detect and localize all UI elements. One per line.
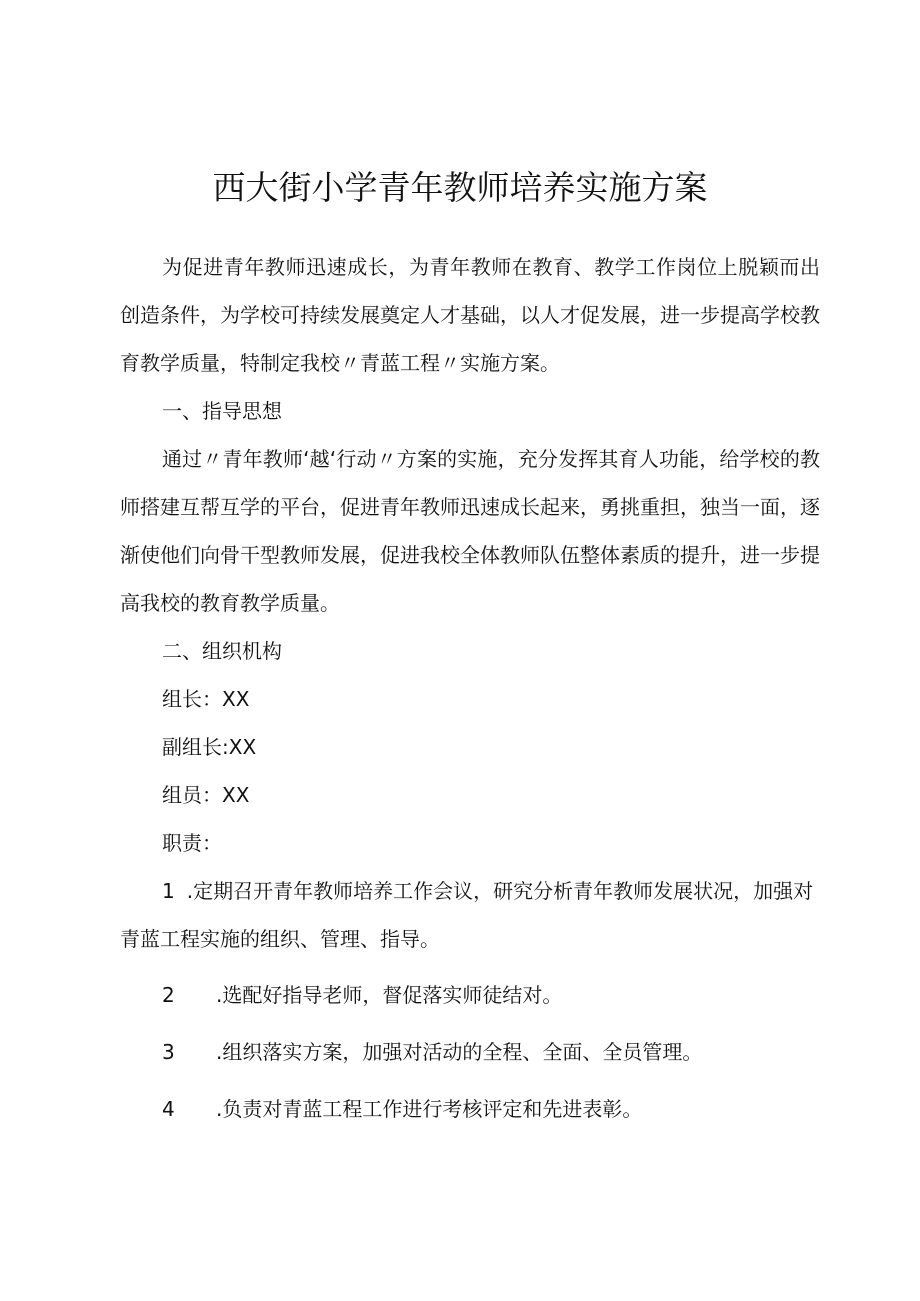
duty-item: [162, 971, 562, 1019]
duty-number: 3: [162, 1040, 175, 1064]
duty-number: 1: [162, 879, 175, 903]
duty-text: .定期召开青年教师培养工作会议，研究分析青年教师发展状况，加强对青蓝工程实施的组织、管理、指导。: [120, 879, 814, 951]
duties-label: 职责：: [162, 831, 222, 855]
vice-leader-line: 副组长:XX: [162, 735, 257, 759]
leader-line: 组长：XX: [162, 687, 250, 711]
duty-item: [120, 867, 820, 963]
duty-item: [162, 1085, 642, 1133]
duty-number: 4: [162, 1097, 175, 1121]
section-heading-organization: 二、组织机构: [162, 639, 282, 663]
duty-number: 2: [162, 983, 175, 1007]
guiding-ideology-paragraph: 通过〃青年教师‘越‘行动〃方案的实施，充分发挥其育人功能，给学校的教师搭建互帮互学的平台，促进青年教师迅速成长起来，勇挑重担，独当一面，逐渐使他们向骨干型教师发展，促进我校全体教师队伍整体素质的提升，进一步提高我校的教育教学质量。: [120, 447, 820, 615]
duty-text: .负责对青蓝工程工作进行考核评定和先进表彰。: [216, 1097, 643, 1121]
section-heading-guiding-ideology: 一、指导思想: [162, 399, 282, 423]
duty-item: [162, 1028, 702, 1076]
duty-text: .组织落实方案，加强对活动的全程、全面、全员管理。: [216, 1040, 703, 1064]
members-line: 组员：XX: [162, 783, 250, 807]
intro-paragraph: 为促进青年教师迅速成长，为青年教师在教育、教学工作岗位上脱颖而出创造条件，为学校可持续发展奠定人才基础，以人才促发展，进一步提高学校教育教学质量，特制定我校〃青蓝工程〃实施方案。: [120, 255, 820, 375]
document-title: 西大街小学青年教师培养实施方案: [212, 168, 708, 207]
duty-text: .选配好指导老师，督促落实师徒结对。: [216, 983, 563, 1007]
